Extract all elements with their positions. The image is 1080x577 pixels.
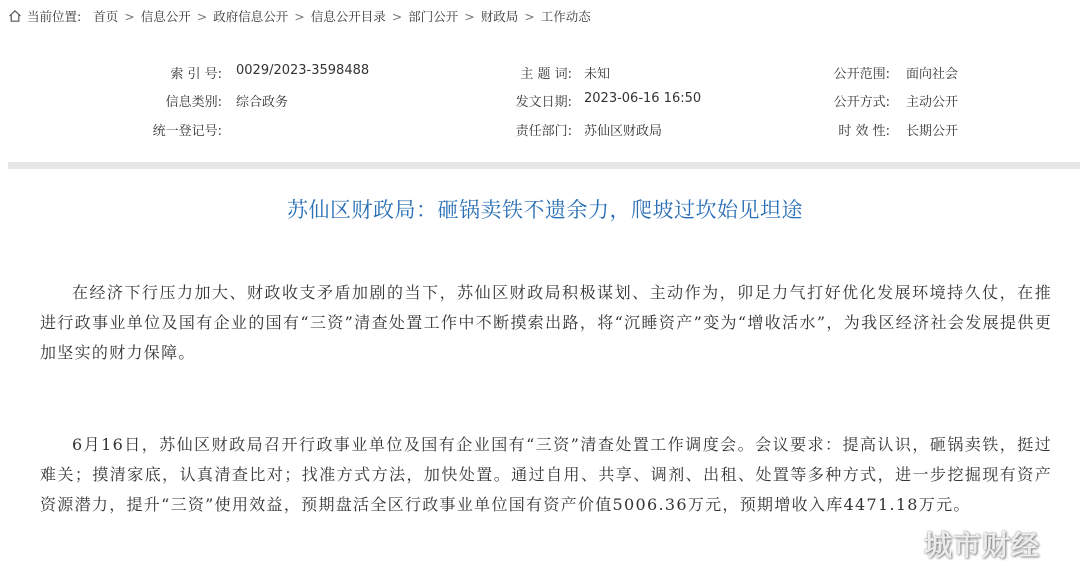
- department-label: 责任部门:: [515, 124, 572, 139]
- scope-label: 公开范围:: [833, 67, 890, 82]
- metadata-table: [0, 56, 1080, 156]
- section-divider: [8, 162, 1080, 169]
- breadcrumb-info-catalog[interactable]: 信息公开目录: [310, 9, 386, 24]
- breadcrumb: [8, 7, 591, 25]
- breadcrumb-finance-bureau[interactable]: 财政局: [480, 9, 519, 24]
- watermark: 城市财经: [924, 529, 1041, 562]
- reg-no-label: 统一登记号:: [152, 124, 222, 139]
- issue-date-label: 发文日期:: [515, 95, 572, 110]
- breadcrumb-separator: >: [124, 8, 135, 24]
- article-title: 苏仙区财政局：砸锅卖铁不遗余力，爬坡过坎始见坦途: [287, 198, 803, 222]
- department-value: 苏仙区财政局: [584, 124, 663, 139]
- home-icon: [8, 9, 22, 23]
- category-label: 信息类别:: [165, 95, 222, 110]
- index-no-label: 索 引 号:: [170, 67, 222, 82]
- validity-value: 长期公开: [906, 124, 959, 139]
- metadata-row: [0, 120, 1080, 148]
- article-paragraph: 在经济下行压力加大、财政收支矛盾加剧的当下，苏仙区财政局积极谋划、主动作为，卯足力气打好优化发展环境持久仗，在推进行政事业单位及国有企业的国有“三资”清查处置工作中不断摸索出路，将“沉睡资产”变为“增收活水”，为我区经济社会发展提供更加坚实的财力保障。: [40, 283, 1052, 362]
- breadcrumb-separator: >: [196, 8, 208, 24]
- metadata-row: [0, 91, 1080, 119]
- method-value: 主动公开: [906, 95, 959, 110]
- breadcrumb-separator: >: [391, 8, 403, 24]
- article-paragraph: 6月16日，苏仙区财政局召开行政事业单位及国有企业国有“三资”清查处置工作调度会。会议要求：提高认识，砸锅卖铁，挺过难关；摸清家底，认真清查比对；找准方式方法，加快处置。通过自用、共享、调剂、出租、处置等多种方式，进一步挖掘现有资产资源潜力，提升“三资”使用效益，预期盘活全区行政事业单位国有资产价值5006.36万元，预期增收入库4471.18万元。: [40, 435, 1052, 514]
- breadcrumb-gov-info-public[interactable]: 政府信息公开: [213, 9, 289, 24]
- subject-value: 未知: [584, 67, 611, 82]
- index-no-value: 0029/2023-3598488: [236, 63, 370, 78]
- breadcrumb-dept-public[interactable]: 部门公开: [408, 9, 459, 24]
- issue-date-value: 2023-06-16 16:50: [584, 91, 702, 106]
- breadcrumb-prefix: 当前位置:: [27, 9, 82, 24]
- method-label: 公开方式:: [833, 95, 890, 110]
- metadata-row: [0, 63, 1080, 91]
- subject-label: 主 题 词:: [520, 67, 572, 82]
- validity-label: 时 效 性:: [838, 124, 890, 139]
- breadcrumb-info-public[interactable]: 信息公开: [140, 9, 191, 24]
- breadcrumb-home[interactable]: 首页: [93, 9, 119, 24]
- breadcrumb-separator: >: [464, 8, 475, 24]
- scope-value: 面向社会: [906, 67, 959, 82]
- breadcrumb-separator: >: [524, 8, 535, 24]
- breadcrumb-separator: >: [294, 8, 305, 24]
- category-value: 综合政务: [236, 95, 289, 110]
- breadcrumb-work-news[interactable]: 工作动态: [540, 9, 591, 24]
